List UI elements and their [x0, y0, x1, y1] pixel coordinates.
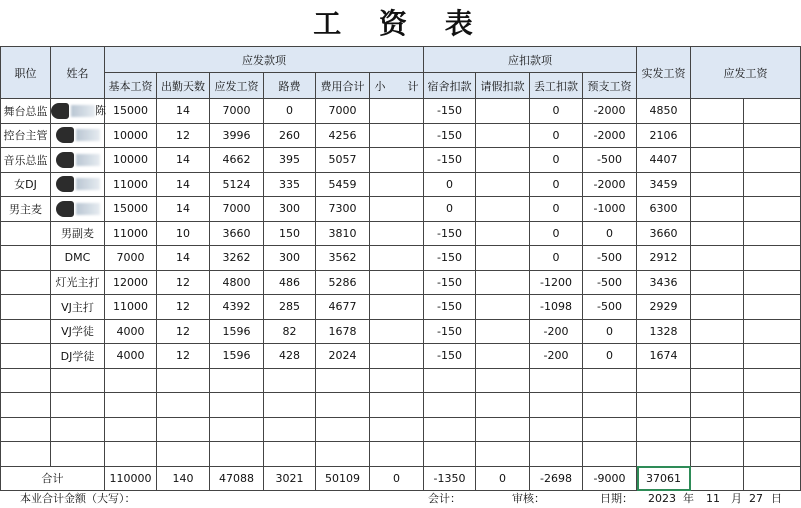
role-cell[interactable]: 音乐总监: [1, 148, 51, 173]
actual-pay-cell[interactable]: 2106: [637, 123, 691, 148]
dorm-deduction-cell[interactable]: 0: [424, 172, 476, 197]
empty-cell[interactable]: [637, 368, 691, 393]
loss-deduction-cell[interactable]: -200: [530, 344, 583, 369]
actual-pay-cell[interactable]: 1674: [637, 344, 691, 369]
base-salary-cell[interactable]: 10000: [105, 123, 157, 148]
table-row: [1, 295, 801, 320]
blurred-name: [76, 129, 100, 141]
empty-cell[interactable]: [157, 368, 210, 393]
total-attendance-days-cell[interactable]: 140: [157, 466, 210, 491]
attendance-days-cell[interactable]: 12: [157, 270, 210, 295]
empty-cell[interactable]: [424, 442, 476, 467]
fee-total-cell[interactable]: 5286: [316, 270, 370, 295]
name-cell[interactable]: [51, 197, 105, 222]
leave-deduction-cell[interactable]: [476, 123, 530, 148]
table-row: [1, 246, 801, 271]
header-actual-pay[interactable]: 实发工资: [637, 47, 691, 99]
extra-cell[interactable]: [744, 172, 801, 197]
table-row: [1, 148, 801, 173]
actual-pay-cell[interactable]: 1328: [637, 319, 691, 344]
role-cell[interactable]: [1, 246, 51, 271]
attendance-days-cell[interactable]: 14: [157, 99, 210, 124]
travel-fee-cell[interactable]: 285: [264, 295, 316, 320]
advance-pay-cell[interactable]: 0: [583, 319, 637, 344]
table-row: [1, 197, 801, 222]
empty-cell[interactable]: [476, 417, 530, 442]
empty-cell[interactable]: [316, 393, 370, 418]
table-body: [1, 99, 801, 491]
empty-cell[interactable]: [51, 368, 105, 393]
header-payable-group[interactable]: 应发款项: [105, 47, 424, 73]
redaction-mark: [56, 152, 74, 168]
empty-cell[interactable]: [530, 442, 583, 467]
advance-pay-cell[interactable]: -2000: [583, 172, 637, 197]
total-actual-pay-cell[interactable]: 37061: [637, 466, 691, 491]
empty-cell[interactable]: [157, 393, 210, 418]
base-salary-cell[interactable]: 11000: [105, 295, 157, 320]
base-salary-cell[interactable]: 4000: [105, 344, 157, 369]
empty-cell[interactable]: [1, 442, 51, 467]
header-dorm-deduction[interactable]: 宿舍扣款: [424, 73, 476, 99]
empty-cell[interactable]: [51, 393, 105, 418]
extra-cell[interactable]: [744, 344, 801, 369]
role-cell[interactable]: [1, 319, 51, 344]
actual-pay-cell[interactable]: 3436: [637, 270, 691, 295]
base-salary-cell[interactable]: 15000: [105, 197, 157, 222]
name-cell[interactable]: [51, 148, 105, 173]
payable-salary-cell[interactable]: 1596: [210, 344, 264, 369]
total-subtotal-cell[interactable]: 0: [370, 466, 424, 491]
sheet-title: 工 资 表: [313, 7, 487, 40]
role-cell[interactable]: [1, 295, 51, 320]
empty-cell[interactable]: [637, 417, 691, 442]
attendance-days-cell[interactable]: 14: [157, 246, 210, 271]
empty-cell[interactable]: [691, 442, 744, 467]
leave-deduction-cell[interactable]: [476, 270, 530, 295]
extra-cell[interactable]: [744, 295, 801, 320]
empty-cell[interactable]: [530, 393, 583, 418]
base-salary-cell[interactable]: 7000: [105, 246, 157, 271]
date-year: 2023: [648, 492, 676, 505]
empty-cell[interactable]: [210, 442, 264, 467]
travel-fee-cell[interactable]: 82: [264, 319, 316, 344]
subtotal-cell[interactable]: [370, 344, 424, 369]
actual-pay-cell[interactable]: 2912: [637, 246, 691, 271]
table-row: [1, 319, 801, 344]
travel-fee-cell[interactable]: 300: [264, 246, 316, 271]
empty-cell[interactable]: [105, 393, 157, 418]
leave-deduction-cell[interactable]: [476, 221, 530, 246]
empty-cell[interactable]: [157, 417, 210, 442]
actual-pay-cell[interactable]: 4407: [637, 148, 691, 173]
payable-pay-cell[interactable]: [691, 344, 744, 369]
leave-deduction-cell[interactable]: [476, 295, 530, 320]
advance-pay-cell[interactable]: 0: [583, 221, 637, 246]
payable-salary-cell[interactable]: 7000: [210, 197, 264, 222]
payable-pay-cell[interactable]: [691, 246, 744, 271]
extra-cell[interactable]: [744, 221, 801, 246]
dorm-deduction-cell[interactable]: -150: [424, 99, 476, 124]
review-label: 审核：: [512, 492, 545, 505]
advance-pay-cell[interactable]: -500: [583, 295, 637, 320]
dorm-deduction-cell[interactable]: -150: [424, 148, 476, 173]
empty-cell[interactable]: [210, 368, 264, 393]
name-cell[interactable]: DMC: [51, 246, 105, 271]
empty-cell[interactable]: [264, 417, 316, 442]
header-name[interactable]: 姓名: [51, 47, 105, 99]
travel-fee-cell[interactable]: 335: [264, 172, 316, 197]
subtotal-cell[interactable]: [370, 123, 424, 148]
payable-pay-cell[interactable]: [691, 172, 744, 197]
empty-cell[interactable]: [51, 417, 105, 442]
header-loss-deduction[interactable]: 丢工扣款: [530, 73, 583, 99]
attendance-days-cell[interactable]: 14: [157, 197, 210, 222]
empty-cell[interactable]: [105, 442, 157, 467]
header-payable-salary[interactable]: 应发工资: [210, 73, 264, 99]
empty-cell[interactable]: [424, 417, 476, 442]
total-extra-cell[interactable]: [744, 466, 801, 491]
payable-pay-cell[interactable]: [691, 270, 744, 295]
empty-cell[interactable]: [51, 442, 105, 467]
payable-salary-cell[interactable]: 5124: [210, 172, 264, 197]
loss-deduction-cell[interactable]: 0: [530, 221, 583, 246]
totals-row: [1, 466, 801, 491]
table-row: [1, 172, 801, 197]
fee-total-cell[interactable]: 5057: [316, 148, 370, 173]
base-salary-cell[interactable]: 15000: [105, 99, 157, 124]
empty-cell[interactable]: [744, 368, 801, 393]
advance-pay-cell[interactable]: -2000: [583, 99, 637, 124]
fee-total-cell[interactable]: 3810: [316, 221, 370, 246]
empty-cell[interactable]: [744, 393, 801, 418]
subtotal-cell[interactable]: [370, 148, 424, 173]
attendance-days-cell[interactable]: 14: [157, 148, 210, 173]
name-cell[interactable]: [51, 99, 105, 124]
date-day: 27: [749, 492, 763, 505]
table-row: [1, 270, 801, 295]
extra-cell[interactable]: [744, 319, 801, 344]
fee-total-cell[interactable]: 7000: [316, 99, 370, 124]
header-deduct-group[interactable]: 应扣款项: [424, 47, 637, 73]
fee-total-cell[interactable]: 2024: [316, 344, 370, 369]
empty-cell[interactable]: [1, 393, 51, 418]
empty-cell[interactable]: [583, 442, 637, 467]
fee-total-cell[interactable]: 5459: [316, 172, 370, 197]
advance-pay-cell[interactable]: -500: [583, 270, 637, 295]
payable-pay-cell[interactable]: [691, 123, 744, 148]
name-cell[interactable]: 灯光主打: [51, 270, 105, 295]
attendance-days-cell[interactable]: 10: [157, 221, 210, 246]
name-cell[interactable]: VJ学徒: [51, 319, 105, 344]
empty-cell[interactable]: [370, 417, 424, 442]
empty-cell[interactable]: [105, 417, 157, 442]
payable-salary-cell[interactable]: 1596: [210, 319, 264, 344]
total-fee-total-cell[interactable]: 50109: [316, 466, 370, 491]
empty-row: [1, 368, 801, 393]
fee-total-cell[interactable]: 4256: [316, 123, 370, 148]
payable-salary-cell[interactable]: 7000: [210, 99, 264, 124]
redaction-mark: [56, 201, 74, 217]
loss-deduction-cell[interactable]: 0: [530, 123, 583, 148]
payable-pay-cell[interactable]: [691, 319, 744, 344]
advance-pay-cell[interactable]: -500: [583, 148, 637, 173]
loss-deduction-cell[interactable]: 0: [530, 246, 583, 271]
advance-pay-cell[interactable]: -1000: [583, 197, 637, 222]
subtotal-cell[interactable]: [370, 295, 424, 320]
subtotal-cell[interactable]: [370, 319, 424, 344]
empty-row: [1, 442, 801, 467]
empty-row: [1, 417, 801, 442]
redaction-mark: [51, 103, 69, 119]
leave-deduction-cell[interactable]: [476, 319, 530, 344]
header-leave-deduction[interactable]: 请假扣款: [476, 73, 530, 99]
dorm-deduction-cell[interactable]: -150: [424, 246, 476, 271]
dorm-deduction-cell[interactable]: -150: [424, 295, 476, 320]
header-base-salary[interactable]: 基本工资: [105, 73, 157, 99]
extra-cell[interactable]: [744, 270, 801, 295]
empty-cell[interactable]: [210, 393, 264, 418]
blurred-name: [76, 178, 100, 190]
payable-salary-cell[interactable]: 4800: [210, 270, 264, 295]
header-subtotal[interactable]: 小 计: [370, 73, 424, 99]
totals-label[interactable]: 合计: [1, 466, 105, 491]
name-cell[interactable]: VJ主打: [51, 295, 105, 320]
redaction-mark: [56, 176, 74, 192]
name-cell[interactable]: 男副麦: [51, 221, 105, 246]
payable-pay-cell[interactable]: [691, 148, 744, 173]
empty-cell[interactable]: [370, 368, 424, 393]
dorm-deduction-cell[interactable]: -150: [424, 221, 476, 246]
attendance-days-cell[interactable]: 14: [157, 172, 210, 197]
loss-deduction-cell[interactable]: 0: [530, 148, 583, 173]
table-row: [1, 221, 801, 246]
total-base-salary-cell[interactable]: 110000: [105, 466, 157, 491]
travel-fee-cell[interactable]: 150: [264, 221, 316, 246]
name-cell[interactable]: [51, 172, 105, 197]
payable-pay-cell[interactable]: [691, 221, 744, 246]
dorm-deduction-cell[interactable]: -150: [424, 319, 476, 344]
extra-cell[interactable]: [744, 123, 801, 148]
actual-pay-cell[interactable]: 3459: [637, 172, 691, 197]
attendance-days-cell[interactable]: 12: [157, 319, 210, 344]
extra-cell[interactable]: [744, 197, 801, 222]
date-label: 日期：: [600, 492, 633, 505]
extra-cell[interactable]: [744, 246, 801, 271]
payable-pay-cell[interactable]: [691, 99, 744, 124]
attendance-days-cell[interactable]: 12: [157, 123, 210, 148]
name-text: 陈: [95, 104, 106, 118]
empty-cell[interactable]: [157, 442, 210, 467]
role-cell[interactable]: [1, 270, 51, 295]
leave-deduction-cell[interactable]: [476, 148, 530, 173]
travel-fee-cell[interactable]: 486: [264, 270, 316, 295]
empty-cell[interactable]: [583, 393, 637, 418]
base-salary-cell[interactable]: 4000: [105, 319, 157, 344]
fee-total-cell[interactable]: 1678: [316, 319, 370, 344]
actual-pay-cell[interactable]: 3660: [637, 221, 691, 246]
empty-cell[interactable]: [744, 417, 801, 442]
accountant-label: 会计：: [428, 492, 461, 505]
empty-cell[interactable]: [316, 417, 370, 442]
total-payable-salary-cell[interactable]: 47088: [210, 466, 264, 491]
dorm-deduction-cell[interactable]: -150: [424, 270, 476, 295]
leave-deduction-cell[interactable]: [476, 172, 530, 197]
payable-salary-cell[interactable]: 4662: [210, 148, 264, 173]
empty-cell[interactable]: [264, 393, 316, 418]
travel-fee-cell[interactable]: 395: [264, 148, 316, 173]
total-travel-fee-cell[interactable]: 3021: [264, 466, 316, 491]
name-cell[interactable]: DJ学徒: [51, 344, 105, 369]
fee-total-cell[interactable]: 7300: [316, 197, 370, 222]
travel-fee-cell[interactable]: 428: [264, 344, 316, 369]
base-salary-cell[interactable]: 11000: [105, 172, 157, 197]
empty-cell[interactable]: [264, 442, 316, 467]
empty-cell[interactable]: [1, 368, 51, 393]
loss-deduction-cell[interactable]: -1098: [530, 295, 583, 320]
payable-pay-cell[interactable]: [691, 295, 744, 320]
header-advance-pay[interactable]: 预支工资: [583, 73, 637, 99]
travel-fee-cell[interactable]: 300: [264, 197, 316, 222]
payable-salary-cell[interactable]: 4392: [210, 295, 264, 320]
empty-cell[interactable]: [530, 368, 583, 393]
role-cell[interactable]: [1, 221, 51, 246]
leave-deduction-cell[interactable]: [476, 197, 530, 222]
fee-total-cell[interactable]: 4677: [316, 295, 370, 320]
empty-cell[interactable]: [744, 442, 801, 467]
base-salary-cell[interactable]: 11000: [105, 221, 157, 246]
empty-cell[interactable]: [316, 368, 370, 393]
loss-deduction-cell[interactable]: -200: [530, 319, 583, 344]
empty-cell[interactable]: [691, 417, 744, 442]
role-cell[interactable]: 舞台总监: [1, 99, 51, 124]
empty-cell[interactable]: [210, 417, 264, 442]
payable-salary-cell[interactable]: 3660: [210, 221, 264, 246]
actual-pay-cell[interactable]: 4850: [637, 99, 691, 124]
total-loss-deduction-cell[interactable]: -2698: [530, 466, 583, 491]
empty-cell[interactable]: [424, 393, 476, 418]
date-month-unit: 月: [731, 492, 742, 505]
role-cell[interactable]: [1, 344, 51, 369]
extra-cell[interactable]: [744, 148, 801, 173]
travel-fee-cell[interactable]: 260: [264, 123, 316, 148]
date-day-unit: 日: [771, 492, 782, 505]
subtotal-cell[interactable]: [370, 246, 424, 271]
total-advance-pay-cell[interactable]: -9000: [583, 466, 637, 491]
attendance-days-cell[interactable]: 12: [157, 344, 210, 369]
loss-deduction-cell[interactable]: 0: [530, 172, 583, 197]
date-month: 11: [706, 492, 720, 505]
advance-pay-cell[interactable]: 0: [583, 344, 637, 369]
empty-row: [1, 393, 801, 418]
empty-cell[interactable]: [476, 393, 530, 418]
leave-deduction-cell[interactable]: [476, 99, 530, 124]
blurred-name: [76, 154, 100, 166]
payable-salary-cell[interactable]: 3996: [210, 123, 264, 148]
header-fee-total[interactable]: 费用合计: [316, 73, 370, 99]
empty-cell[interactable]: [691, 368, 744, 393]
sheet-footer: [0, 490, 800, 508]
empty-cell[interactable]: [264, 368, 316, 393]
date-year-unit: 年: [683, 492, 694, 505]
subtotal-cell[interactable]: [370, 197, 424, 222]
leave-deduction-cell[interactable]: [476, 344, 530, 369]
payroll-table: [0, 46, 801, 491]
loss-deduction-cell[interactable]: 0: [530, 197, 583, 222]
loss-deduction-cell[interactable]: 0: [530, 99, 583, 124]
advance-pay-cell[interactable]: -500: [583, 246, 637, 271]
empty-cell[interactable]: [105, 368, 157, 393]
dorm-deduction-cell[interactable]: -150: [424, 344, 476, 369]
amount-in-words-label: 本业合计金额（大写）：: [20, 492, 136, 505]
redaction-mark: [56, 127, 74, 143]
header-role[interactable]: 职位: [1, 47, 51, 99]
subtotal-cell[interactable]: [370, 270, 424, 295]
role-cell[interactable]: 控台主管: [1, 123, 51, 148]
total-dorm-deduction-cell[interactable]: -1350: [424, 466, 476, 491]
total-payable-pay-cell[interactable]: [691, 466, 744, 491]
empty-cell[interactable]: [691, 393, 744, 418]
empty-cell[interactable]: [583, 417, 637, 442]
table-row: [1, 123, 801, 148]
base-salary-cell[interactable]: 10000: [105, 148, 157, 173]
empty-cell[interactable]: [530, 417, 583, 442]
leave-deduction-cell[interactable]: [476, 246, 530, 271]
loss-deduction-cell[interactable]: -1200: [530, 270, 583, 295]
header-payable-pay[interactable]: 应发工资: [691, 47, 801, 99]
empty-cell[interactable]: [583, 368, 637, 393]
advance-pay-cell[interactable]: -2000: [583, 123, 637, 148]
dorm-deduction-cell[interactable]: -150: [424, 123, 476, 148]
blurred-name: [71, 105, 95, 117]
empty-cell[interactable]: [370, 442, 424, 467]
empty-cell[interactable]: [476, 368, 530, 393]
fee-total-cell[interactable]: 3562: [316, 246, 370, 271]
role-cell[interactable]: 女DJ: [1, 172, 51, 197]
empty-cell[interactable]: [637, 442, 691, 467]
table-row: [1, 344, 801, 369]
travel-fee-cell[interactable]: 0: [264, 99, 316, 124]
attendance-days-cell[interactable]: 12: [157, 295, 210, 320]
dorm-deduction-cell[interactable]: 0: [424, 197, 476, 222]
empty-cell[interactable]: [1, 417, 51, 442]
subtotal-cell[interactable]: [370, 221, 424, 246]
role-cell[interactable]: 男主麦: [1, 197, 51, 222]
name-cell[interactable]: [51, 123, 105, 148]
total-leave-deduction-cell[interactable]: 0: [476, 466, 530, 491]
empty-cell[interactable]: [424, 368, 476, 393]
payable-pay-cell[interactable]: [691, 197, 744, 222]
table-row: [1, 99, 801, 124]
empty-cell[interactable]: [316, 442, 370, 467]
blurred-name: [76, 203, 100, 215]
empty-cell[interactable]: [476, 442, 530, 467]
subtotal-cell[interactable]: [370, 99, 424, 124]
empty-cell[interactable]: [370, 393, 424, 418]
extra-cell[interactable]: [744, 99, 801, 124]
empty-cell[interactable]: [637, 393, 691, 418]
header-travel-fee[interactable]: 路费: [264, 73, 316, 99]
payable-salary-cell[interactable]: 3262: [210, 246, 264, 271]
actual-pay-cell[interactable]: 6300: [637, 197, 691, 222]
base-salary-cell[interactable]: 12000: [105, 270, 157, 295]
actual-pay-cell[interactable]: 2929: [637, 295, 691, 320]
header-attendance-days[interactable]: 出勤天数: [157, 73, 210, 99]
subtotal-cell[interactable]: [370, 172, 424, 197]
